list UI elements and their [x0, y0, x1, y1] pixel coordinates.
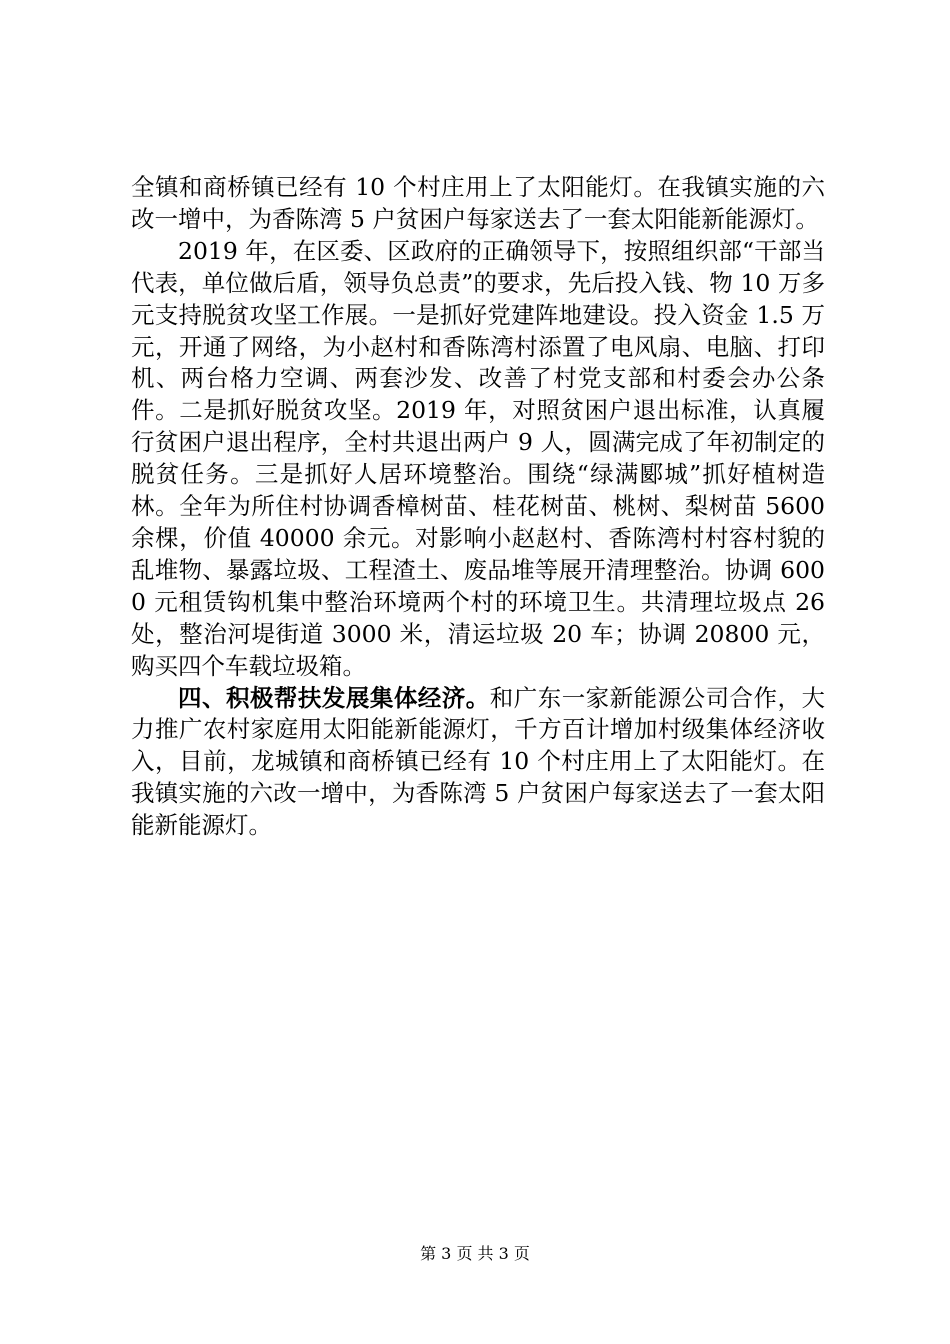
paragraph-continuation [131, 172, 825, 236]
paragraph-collective-economy [131, 683, 825, 843]
page-number: 第 3 页 共 3 页 [420, 1244, 530, 1263]
paragraph-text: 全镇和商桥镇已经有 10 个村庄用上了太阳能灯。在我镇实施的六改一增中，为香陈湾 5 户贫困户每家送去了一套太阳能新能源灯。 [131, 173, 825, 233]
paragraph-text: 2019 年，在区委、区政府的正确领导下，按照组织部“干部当代表，单位做后盾，领导负总责”的要求，先后投入钱、物 10 万多元支持脱贫攻坚工作展。一是抓好党建阵地建设。投入资金 1.5 万元，开通了网络，为小赵村和香陈湾村添置了电风扇、电脑、打印机、两台格力空调、两套沙发、改善了村党支部和村委会办公条件。二是抓好脱贫攻坚。2019 年，对照贫困户退出标准，认真履行贫困户退出程序，全村共退出两户 9 人，圆满完成了年初制定的脱贫任务。三是抓好人居环境整治。围绕“绿满郾城”抓好植树造林。全年为所住村协调香樟树苗、桂花树苗、桃树、梨树苗 5600 余棵，价值 40000 余元。对影响小赵赵村、香陈湾村村容村貌的乱堆物、暴露垃圾、工程渣土、废品堆等展开清理整治。协调 6000 元租赁钩机集中整治环境两个村的环境卫生。共清理垃圾点 26 处，整治河堤街道 3000 米，清运垃圾 20 车；协调 20800 元，购买四个车载垃圾箱。 [131, 236, 825, 680]
section-heading: 四、积极帮扶发展集体经济。 [178, 683, 490, 712]
paragraph-text: 和广东一家新能源公司合作，大力推广农村家庭用太阳能新能源灯，千方百计增加村级集体经济收入，目前，龙城镇和商桥镇已经有 10 个村庄用上了太阳能灯。在我镇实施的六改一增中，为香陈湾 5 户贫困户每家送去了一套太阳能新能源灯。 [131, 683, 825, 840]
page-footer [0, 1244, 950, 1264]
document-body [131, 172, 825, 842]
paragraph-poverty-work [131, 236, 825, 683]
